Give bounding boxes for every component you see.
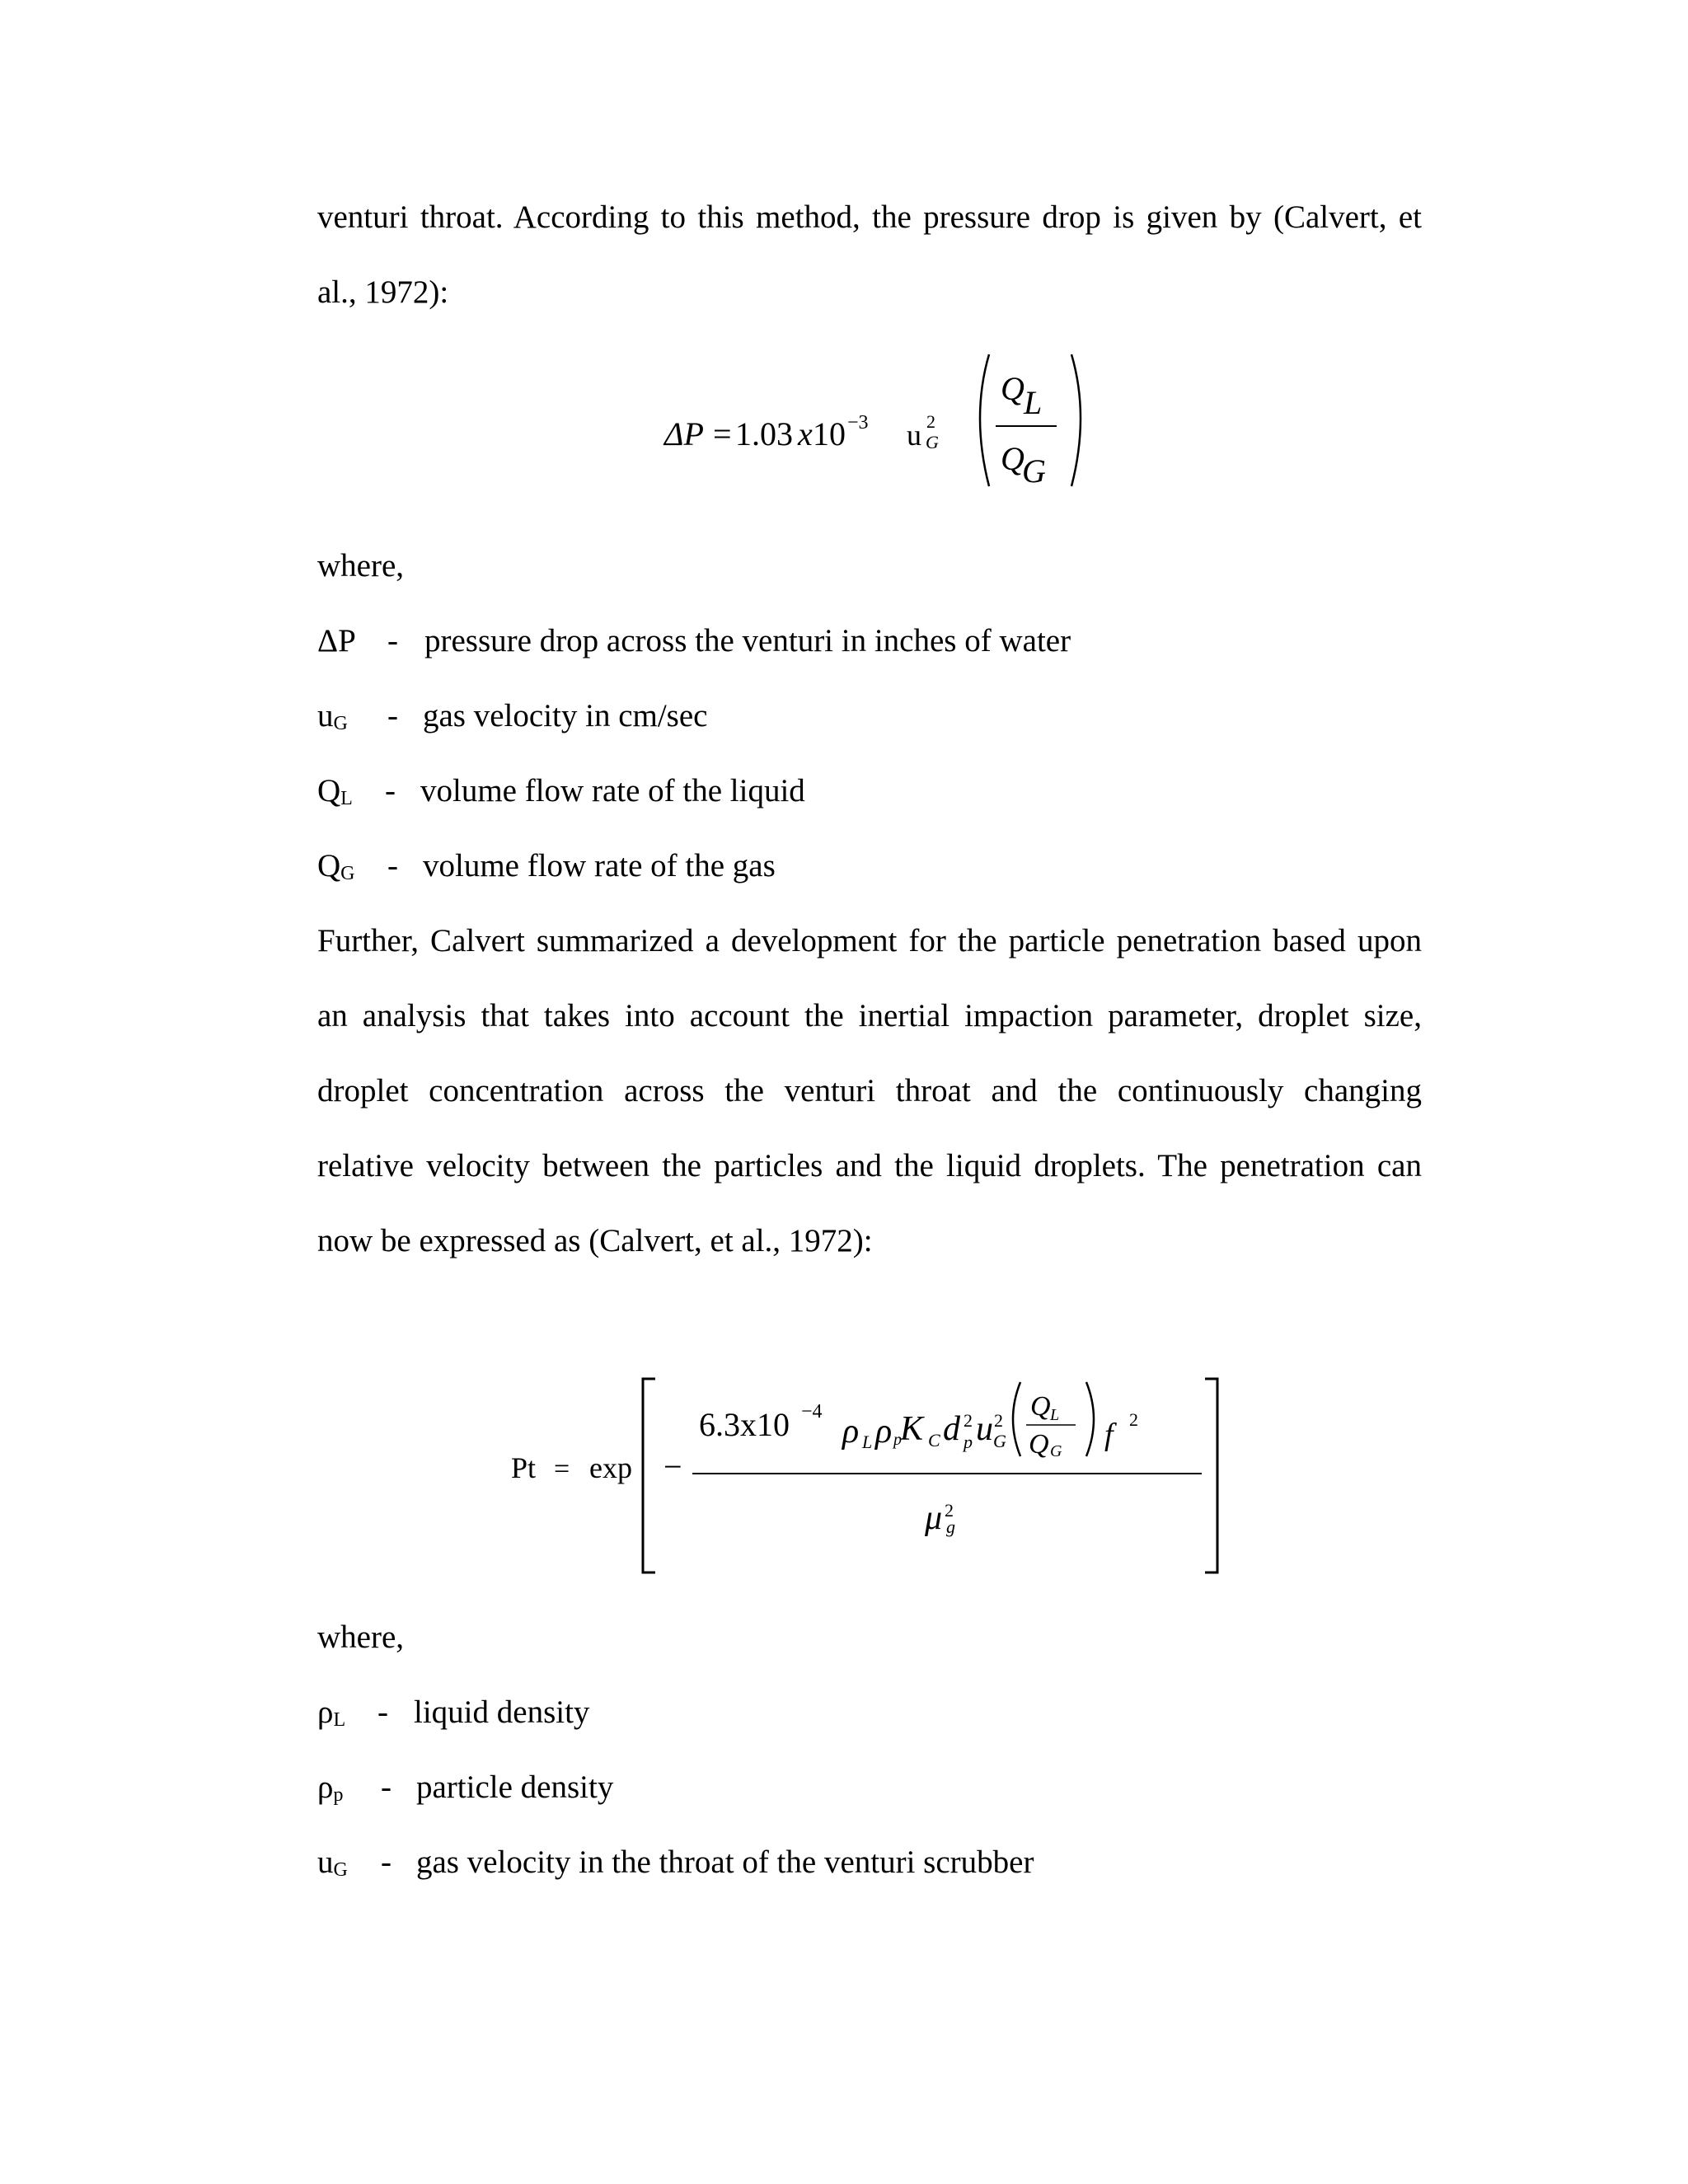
eq1-right-paren xyxy=(1071,354,1081,486)
eq1-lhs: ΔP xyxy=(664,415,704,452)
paragraph-line: droplet concentration across the venturi throat and the continuously changing xyxy=(317,1073,1422,1108)
eq2-inner-right-paren xyxy=(1086,1382,1094,1456)
eq2-d: d xyxy=(943,1410,960,1448)
eq2-Q-numerator: Q xyxy=(1030,1391,1051,1422)
eq2-func: exp xyxy=(589,1451,632,1484)
definition-dash: - xyxy=(377,1694,388,1730)
eq2-left-bracket xyxy=(643,1379,655,1572)
definition-dash: - xyxy=(387,848,398,883)
where-label: where, xyxy=(317,1619,405,1655)
eq2-d-sup: 2 xyxy=(964,1410,973,1431)
eq2-f: f xyxy=(1104,1418,1114,1452)
eq2-u-sub: G xyxy=(993,1431,1006,1451)
definition-symbol: uG xyxy=(317,698,348,734)
paragraph-line: venturi throat. According to this method, the pressure drop is given by (Calvert, et xyxy=(317,199,1422,235)
eq2-rho-p-sub: p xyxy=(893,1431,902,1449)
eq1-equals: = xyxy=(713,415,732,452)
definition-dash: - xyxy=(381,1844,392,1880)
definition-symbol: QL xyxy=(317,773,353,809)
eq1-velocity-sub: G xyxy=(926,432,939,452)
eq1-exponent: −3 xyxy=(847,412,869,434)
eq2-Q-numerator-sub: L xyxy=(1050,1406,1060,1424)
eq1-numerator-sub: L xyxy=(1024,384,1043,421)
eq1-base: 10 xyxy=(813,415,846,452)
definition-text: pressure drop across the venturi in inches of water xyxy=(424,623,1071,658)
definition-text: liquid density xyxy=(414,1694,590,1730)
definition-text: volume flow rate of the liquid xyxy=(420,773,805,808)
eq2-K: K xyxy=(900,1410,924,1448)
paragraph-line: relative velocity between the particles and the liquid droplets. The penetration can xyxy=(317,1148,1422,1183)
definition-symbol: QG xyxy=(317,848,355,884)
eq1-numerator-symbol: Q xyxy=(1001,370,1025,407)
eq2-d-sub: p xyxy=(964,1432,973,1452)
paragraph-line: al., 1972): xyxy=(317,274,449,310)
eq1-x: x xyxy=(798,415,813,452)
where-label: where, xyxy=(317,548,405,583)
eq2-lhs: Pt xyxy=(511,1451,537,1484)
eq2-rho-L-sub: L xyxy=(862,1432,873,1452)
eq2-mu-sub: g xyxy=(946,1516,955,1537)
eq2-coefficient: 6.3x10 xyxy=(699,1406,790,1443)
eq1-denominator-sub: G xyxy=(1022,452,1046,490)
eq2-exponent: −4 xyxy=(801,1401,823,1422)
eq2-f-sup: 2 xyxy=(1129,1409,1138,1430)
definition-text: gas velocity in the throat of the venturi scrubber xyxy=(416,1844,1034,1880)
definition-symbol: ρp xyxy=(317,1769,344,1806)
definition-dash: - xyxy=(381,1769,392,1805)
paragraph-line: an analysis that takes into account the inertial impaction parameter, droplet size, xyxy=(317,998,1422,1033)
eq1-velocity-sup: 2 xyxy=(926,411,935,432)
definition-symbol: uG xyxy=(317,1844,348,1881)
pressure-drop-equation xyxy=(651,346,1096,511)
eq2-mu-sup: 2 xyxy=(945,1500,954,1521)
eq2-rho-L: ρ xyxy=(842,1413,860,1451)
definition-symbol: ρL xyxy=(317,1694,346,1731)
eq2-Q-denominator-sub: G xyxy=(1050,1442,1062,1460)
paragraph-line: now be expressed as (Calvert, et al., 1972): xyxy=(317,1223,873,1258)
definition-text: volume flow rate of the gas xyxy=(423,848,776,883)
eq1-velocity-symbol: u xyxy=(907,419,921,452)
eq2-Q-denominator: Q xyxy=(1029,1429,1049,1460)
definition-symbol: ΔP xyxy=(317,623,356,658)
eq2-rho-p: ρ xyxy=(875,1413,893,1451)
eq2-equals: = xyxy=(554,1454,570,1484)
eq1-coefficient: 1.03 xyxy=(735,415,793,452)
definition-dash: - xyxy=(385,773,396,808)
eq1-left-paren xyxy=(980,354,989,486)
definition-text: gas velocity in cm/sec xyxy=(423,698,708,733)
penetration-equation xyxy=(495,1364,1236,1586)
eq1-denominator-symbol: Q xyxy=(1001,440,1025,477)
eq2-u-sup: 2 xyxy=(994,1410,1003,1431)
paragraph-line: Further, Calvert summarized a development for the particle penetration based upon xyxy=(317,923,1422,958)
eq2-minus: − xyxy=(663,1448,682,1485)
eq2-u: u xyxy=(976,1410,993,1448)
eq2-right-bracket xyxy=(1205,1379,1217,1572)
definition-dash: - xyxy=(387,623,398,658)
definition-text: particle density xyxy=(416,1769,614,1805)
eq2-K-sub: C xyxy=(928,1430,940,1451)
eq2-inner-left-paren xyxy=(1013,1382,1020,1456)
eq2-mu: μ xyxy=(925,1499,943,1537)
definition-dash: - xyxy=(387,698,398,733)
